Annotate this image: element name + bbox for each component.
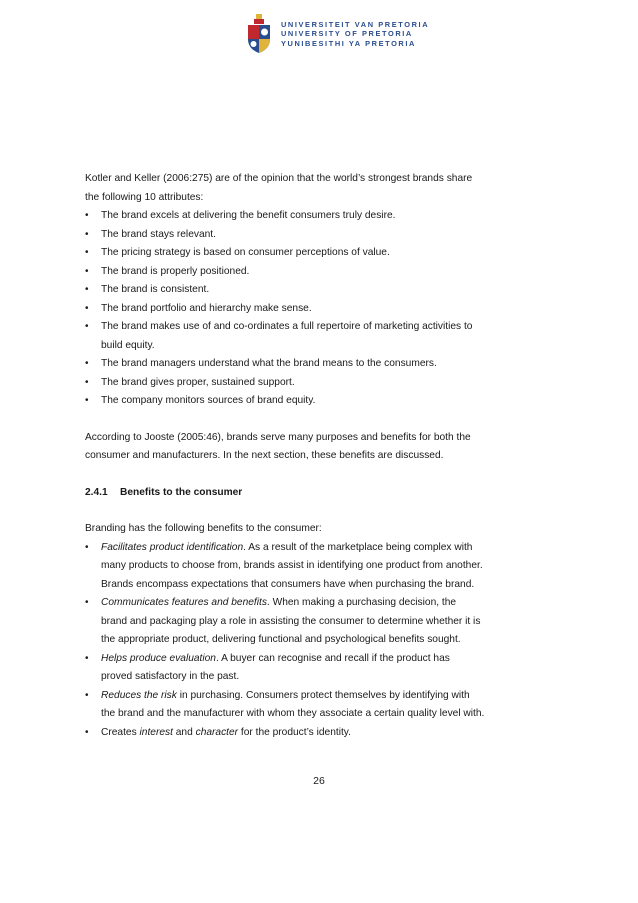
list-item: • The brand gives proper, sustained support. — [85, 374, 560, 393]
list-item: • The brand excels at delivering the benefit consumers truly desire. — [85, 207, 560, 226]
section-number: 2.4.1 — [85, 486, 108, 498]
list-item: • The brand managers understand what the brand means to the consumers. — [85, 355, 560, 374]
list-item: • Communicates features and benefits. When making a purchasing decision, the brand and packaging play a role in assisting the consumer to determine whether it is the appropriate product, delivering functional and psychological benefits sought. — [85, 594, 560, 650]
bullet-icon: • — [85, 321, 89, 332]
list-item: • The pricing strategy is based on consumer perceptions of value. — [85, 244, 560, 263]
bullet-icon: • — [85, 652, 89, 664]
bullet-icon: • — [85, 597, 89, 608]
page-body — [85, 170, 560, 742]
list-item: • Facilitates product identification. As a result of the marketplace being complex with many products to choose from, brands assist in identifying one product from another. Brands encompass expectations that consumers have when purchasing the brand. — [85, 539, 560, 595]
bullet-icon: • — [85, 284, 89, 295]
benefits-list — [85, 539, 560, 743]
attributes-list — [85, 207, 560, 411]
jooste-paragraph: According to Jooste (2005:46), brands serve many purposes and benefits for both the consumer and manufacturers. In the next section, these benefits are discussed. — [85, 431, 471, 461]
list-item: • The brand portfolio and hierarchy make sense. — [85, 300, 560, 319]
list-item: • The brand makes use of and co-ordinates a full repertoire of marketing activities to build equity. — [85, 318, 560, 355]
intro-paragraph — [85, 170, 560, 207]
intro-line-2: the following 10 attributes: — [85, 191, 204, 203]
benefits-intro: Branding has the following benefits to the consumer: — [85, 523, 322, 534]
bullet-icon: • — [85, 395, 89, 406]
university-name-afrikaans: UNIVERSITEIT VAN PRETORIA — [281, 19, 430, 29]
university-crest-icon — [244, 13, 274, 55]
bullet-icon: • — [85, 210, 89, 221]
section-heading — [85, 484, 560, 503]
bullet-icon: • — [85, 265, 89, 277]
list-item: • Reduces the risk in purchasing. Consumers protect themselves by identifying with the brand and the manufacturer with whom they associate a certain quality level with. — [85, 687, 560, 724]
list-item: • Helps produce evaluation. A buyer can recognise and recall if the product has proved satisfactory in the past. — [85, 650, 560, 687]
bullet-icon: • — [85, 228, 89, 240]
bullet-icon: • — [85, 726, 89, 738]
bullet-icon: • — [85, 302, 89, 314]
list-item: • Creates interest and character for the product’s identity. — [85, 724, 560, 743]
list-item: • The brand is consistent. — [85, 281, 560, 300]
university-name-sepedi: YUNIBESITHI YA PRETORIA — [281, 38, 416, 48]
bullet-icon: • — [85, 689, 89, 701]
bullet-icon: • — [85, 358, 89, 369]
page-number: 26 — [313, 775, 325, 787]
university-names — [281, 20, 429, 49]
university-name-english: UNIVERSITY OF PRETORIA — [281, 29, 413, 39]
list-item: • The brand is properly positioned. — [85, 263, 560, 282]
university-logo — [244, 13, 429, 55]
list-item: • The brand stays relevant. — [85, 226, 560, 245]
section-title: Benefits to the consumer — [120, 486, 243, 498]
bullet-icon: • — [85, 247, 89, 258]
list-item: • The company monitors sources of brand equity. — [85, 392, 560, 411]
intro-line-1: Kotler and Keller (2006:275) are of the opinion that the world’s strongest brands share — [85, 173, 473, 184]
bullet-icon: • — [85, 541, 89, 553]
bullet-icon: • — [85, 376, 89, 388]
